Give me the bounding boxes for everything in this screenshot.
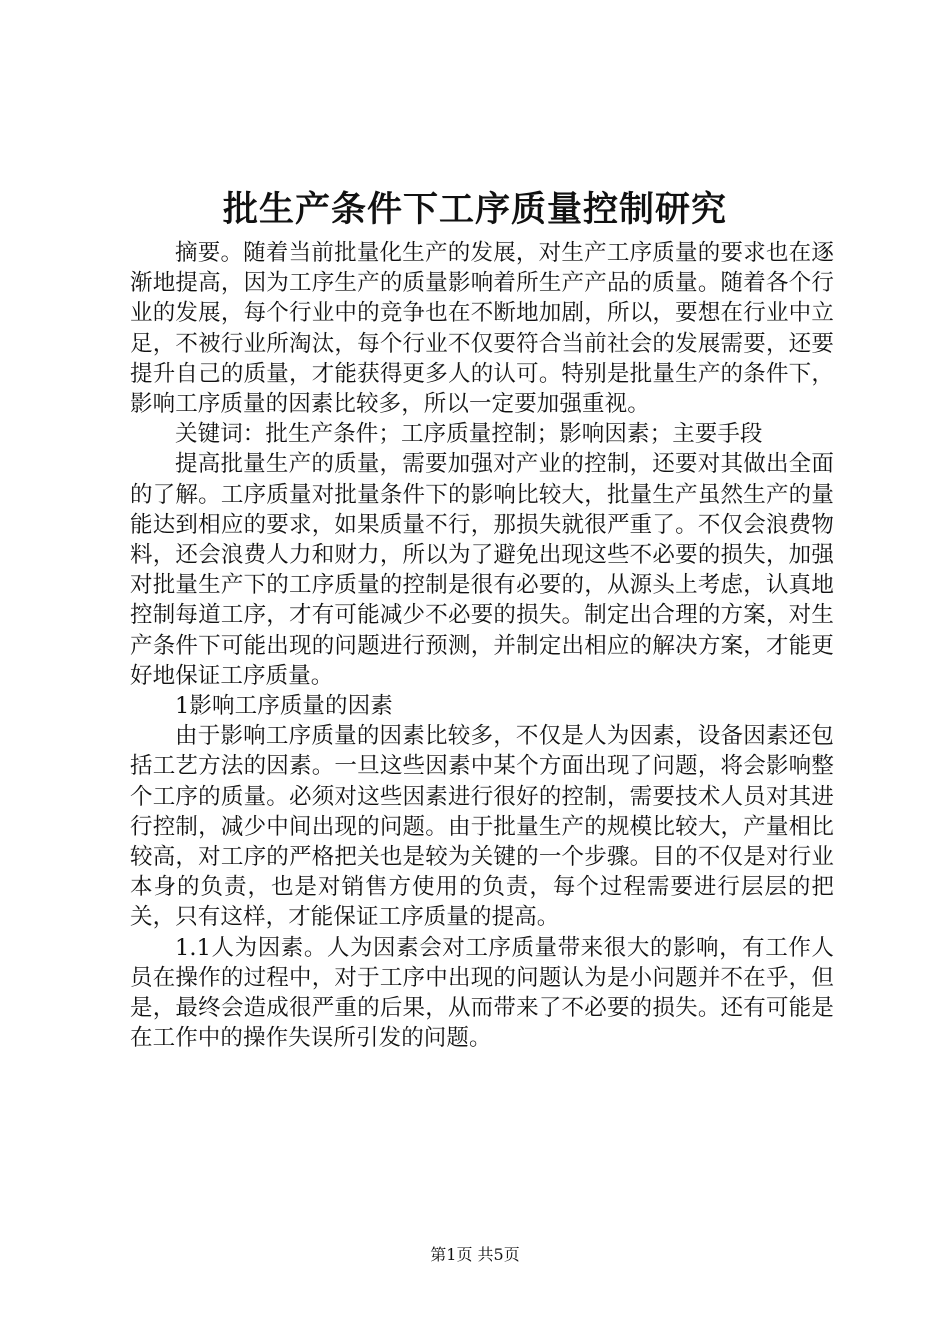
section-1-paragraph: 由于影响工序质量的因素比较多，不仅是人为因素，设备因素还包括工艺方法的因素。一旦这些因素中某个方面出现了问题，将会影响整个工序的质量。必须对这些因素进行很好的控制，需要技术人员对其进行控制，减少中间出现的问题。由于批量生产的规模比较大，产量相比较高，对工序的严格把关也是较为关键的一个步骤。目的不仅是对行业本身的负责，也是对销售方使用的负责，每个过程需要进行层层的把关，只有这样，才能保证工序质量的提高。 xyxy=(130,723,834,931)
section-heading-1: 1影响工序质量的因素 xyxy=(175,693,393,720)
document-title: 批生产条件下工序质量控制研究 xyxy=(222,189,727,230)
page-footer: 第1页 共5页 xyxy=(430,1245,520,1264)
abstract-paragraph: 摘要。随着当前批量化生产的发展，对生产工序质量的要求也在逐渐地提高，因为工序生产的质量影响着所生产产品的质量。随着各个行业的发展，每个行业中的竞争也在不断地加剧，所以，要想在行业中立足，不被行业所淘汰，每个行业不仅要符合当前社会的发展需要，还要提升自己的质量，才能获得更多人的认可。特别是批量生产的条件下，影响工序质量的因素比较多，所以一定要加强重视。 xyxy=(130,240,834,418)
subsection-1-1-paragraph: 1.1人为因素。人为因素会对工序质量带来很大的影响，有工作人员在操作的过程中，对于工序中出现的问题认为是小问题并不在乎，但是，最终会造成很严重的后果，从而带来了不必要的损失。还有可能是在工作中的操作失误所引发的问题。 xyxy=(130,934,834,1052)
keywords-paragraph: 关键词：批生产条件；工序质量控制；影响因素；主要手段 xyxy=(175,421,763,448)
document-body xyxy=(130,238,834,1053)
intro-paragraph: 提高批量生产的质量，需要加强对产业的控制，还要对其做出全面的了解。工序质量对批量条件下的影响比较大，批量生产虽然生产的量能达到相应的要求，如果质量不行，那损失就很严重了。不仅会浪费物料，还会浪费人力和财力，所以为了避免出现这些不必要的损失，加强对批量生产下的工序质量的控制是很有必要的，从源头上考虑，认真地控制每道工序，才有可能减少不必要的损失。制定出合理的方案，对生产条件下可能出现的问题进行预测，并制定出相应的解决方案，才能更好地保证工序质量。 xyxy=(130,451,834,689)
